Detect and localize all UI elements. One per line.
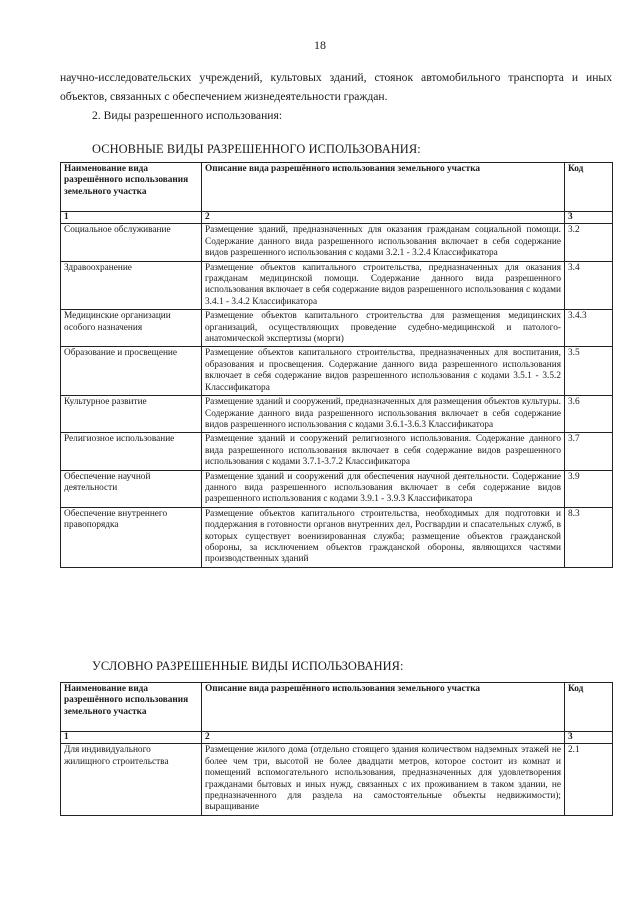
column-number: 3: [565, 212, 613, 224]
use-description: Размещение объектов капитального строительства, предназначенных для оказания гражданам медицинской помощи. Содержание данного вида разрешенного использования включает в себя содержание видов разрешенного использования с кодами 3.4.1 - 3.4.2 Классификатора: [202, 261, 565, 310]
intro-text: [60, 68, 612, 125]
table-row: [61, 744, 613, 815]
header-code: Код: [565, 683, 613, 732]
table-row: [61, 261, 613, 310]
column-number-row: [61, 212, 613, 224]
use-code: 3.5: [565, 347, 613, 396]
use-name: Здравоохранение: [61, 261, 202, 310]
table-row: [61, 310, 613, 347]
table-header-row: [61, 163, 613, 212]
use-name: Культурное развитие: [61, 396, 202, 433]
use-description: Размещение объектов капитального строительства, предназначенных для воспитания, образования и просвещения. Содержание данного вида разрешенного использования включает в себя содержание видов разрешенного использования с кодами 3.5.1 - 3.5.2 Классификатора: [202, 347, 565, 396]
use-code: 3.4.3: [565, 310, 613, 347]
use-name: Обеспечение внутреннего правопорядка: [61, 507, 202, 567]
use-code: 3.4: [565, 261, 613, 310]
use-description: Размещение жилого дома (отдельно стоящего здания количеством надземных этажей не более чем три, высотой не более двадцати метров, которое состоит из комнат и помещений вспомогательного использования, предназначенных для удовлетворения гражданами бытовых и иных нужд, связанных с их проживанием в таком здании, не предназначенного для раздела на самостоятельные объекты недвижимости); выращивание: [202, 744, 565, 815]
use-code: 2.1: [565, 744, 613, 815]
use-description: Размещение зданий и сооружений религиозного использования. Содержание данного вида разрешенного использования включает в себя содержание видов разрешенного использования с кодами 3.7.1-3.7.2 Классификатора: [202, 433, 565, 470]
use-code: 3.6: [565, 396, 613, 433]
header-description: Описание вида разрешённого использования земельного участка: [202, 683, 565, 732]
use-name: Религиозное использование: [61, 433, 202, 470]
use-code: 8.3: [565, 507, 613, 567]
use-name: Образование и просвещение: [61, 347, 202, 396]
table-row: [61, 433, 613, 470]
use-code: 3.7: [565, 433, 613, 470]
header-code: Код: [565, 163, 613, 212]
use-name: Для индивидуального жилищного строительства: [61, 744, 202, 815]
column-number: 3: [565, 732, 613, 744]
use-description: Размещение зданий и сооружений для обеспечения научной деятельности. Содержание данного вида разрешенного использования включает в себя содержание видов разрешенного использования с кодами 3.9.1 - 3.9.3 Классификатора: [202, 470, 565, 507]
column-number: 2: [202, 732, 565, 744]
use-description: Размещение объектов капитального строительства, необходимых для подготовки и поддержания в готовности органов внутренних дел, Росгвардии и спасательных служб, в которых существует военизированная служба; размещение объектов гражданской обороны, за исключением объектов гражданской обороны, являющихся частями производственных зданий: [202, 507, 565, 567]
subsection-title: 2. Виды разрешенного использования:: [92, 109, 283, 122]
header-name: Наименование вида разрешённого использования земельного участка: [61, 163, 202, 212]
conditional-uses-heading: УСЛОВНО РАЗРЕШЕННЫЕ ВИДЫ ИСПОЛЬЗОВАНИЯ:: [92, 659, 404, 673]
use-name: Медицинские организации особого назначения: [61, 310, 202, 347]
basic-uses-table: [60, 162, 613, 568]
use-code: 3.2: [565, 224, 613, 261]
column-number: 1: [61, 212, 202, 224]
table-row: [61, 507, 613, 567]
conditional-uses-table: [60, 682, 613, 816]
table-row: [61, 396, 613, 433]
column-number: 1: [61, 732, 202, 744]
basic-uses-heading: ОСНОВНЫЕ ВИДЫ РАЗРЕШЕННОГО ИСПОЛЬЗОВАНИЯ:: [92, 142, 421, 156]
table-row: [61, 224, 613, 261]
continuation-paragraph: научно-исследовательских учреждений, культовых зданий, стоянок автомобильного транспорта и иных объектов, связанных с обеспечением жизнедеятельности граждан.: [60, 71, 612, 103]
table-header-row: [61, 683, 613, 732]
use-name: Обеспечение научной деятельности: [61, 470, 202, 507]
use-description: Размещение объектов капитального строительства для размещения медицинских организаций, осуществляющих проведение судебно-медицинской и патолого-анатомической экспертизы (морги): [202, 310, 565, 347]
use-description: Размещение зданий, предназначенных для оказания гражданам социальной помощи. Содержание данного вида разрешенного использования включает в себя содержание видов разрешенного использования с кодами 3.2.1 - 3.2.4 Классификатора: [202, 224, 565, 261]
page-number: 18: [314, 38, 326, 52]
header-name: Наименование вида разрешённого использования земельного участка: [61, 683, 202, 732]
use-code: 3.9: [565, 470, 613, 507]
table-row: [61, 470, 613, 507]
column-number: 2: [202, 212, 565, 224]
column-number-row: [61, 732, 613, 744]
use-description: Размещение зданий и сооружений, предназначенных для размещения объектов культуры. Содержание данного вида разрешенного использования включает в себя содержание видов разрешенного использования с кодами 3.6.1-3.6.3 Классификатора: [202, 396, 565, 433]
use-name: Социальное обслуживание: [61, 224, 202, 261]
table-row: [61, 347, 613, 396]
header-description: Описание вида разрешённого использования земельного участка: [202, 163, 565, 212]
